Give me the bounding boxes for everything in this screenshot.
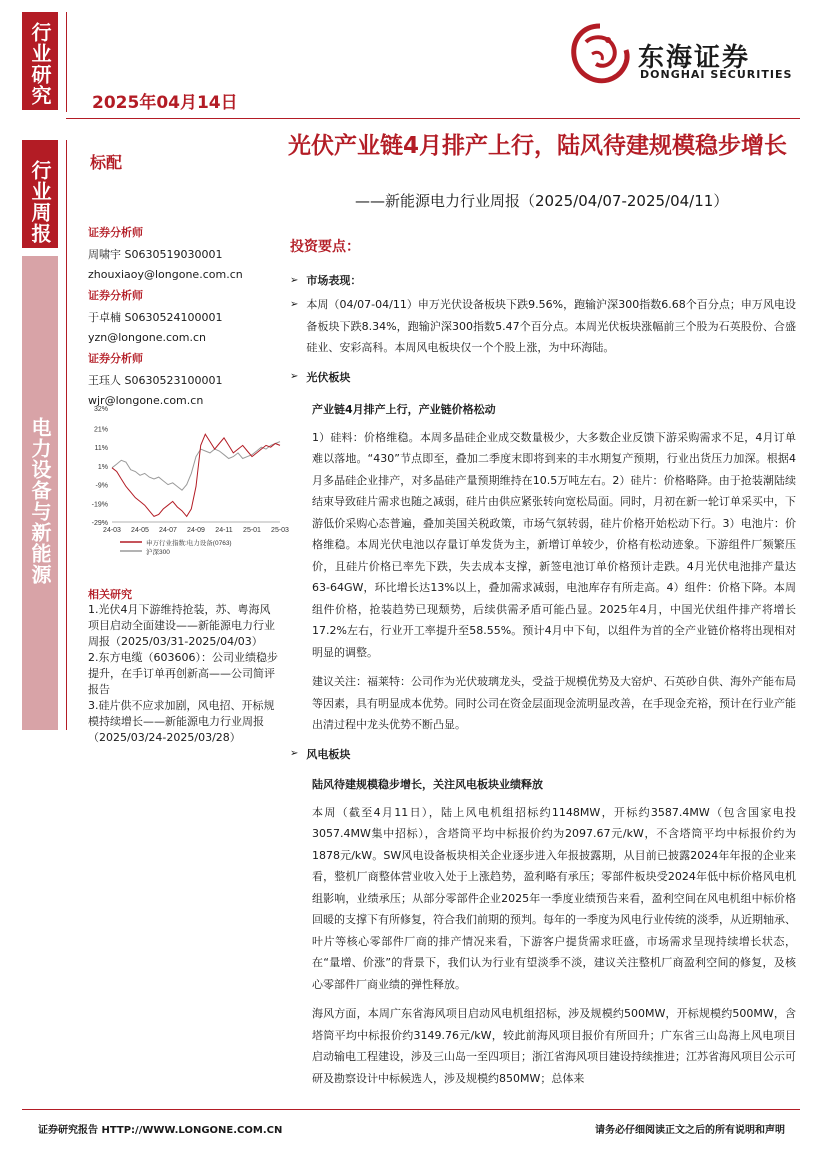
arrow-bullet-icon: ➢ xyxy=(290,299,299,310)
pv-text: 1）硅料：价格维稳。本周多晶硅企业成交数量极少，大多数企业反馈下游采购需求不足，4月订单难以落地。“430”节点即至，叠加二季度末即将到来的丰水期复产预期，行业出货压力加深。根据4月多晶硅企业排产，对多晶硅产量预期维持在10.5万吨左右。2）硅片：价格略降。由于抢装潮陆续结束导致硅片需求也随之减弱，硅片由供应紧张转向宽松局面。同时，月初在新一轮订单采买中，下游低价采购心态普遍，叠加美国关税政策，市场气氛转弱，硅片价格开始松动下行。3）电池片：价格维稳。本周光伏电池以存量订单发货为主，新增订单较少，价格有松动迹象。下游组件厂频繁压价，且硅片价格已率先下跌，失去成本支撑，新签电池订单价格预计走跌。4月光伏电池排产量达63-64GW，环比增长达13%以上，叠加需求减弱，电池库存有所走高。4）组件：价格下降。本周组件价格，抢装趋势已现颓势，后续供需矛盾可能凸显。2025年4月，中国光伏组件排产将增长17.2%左右，行业开工率提升至58.55%。预计4月中下旬，以组件为首的全产业链价格将出现相对明显的调整。 xyxy=(312,430,796,659)
wind-heading: 风电板块 xyxy=(306,747,351,761)
category-band xyxy=(22,12,58,110)
wind-text-1: 本周（截至4月11日），陆上风电机组招标约1148MW，开标约3587.4MW（包含国家电投3057.4MW集中招标），含塔筒平均中标报价约为2097.67元/kW，不含塔筒平均中标报价约为1878元/kW。SW风电设备板块相关企业逐步进入年报披露期，从目前已披露2024年年报的企业来看，整机厂商整体营业收入处于上涨趋势，盈利略有承压；零部件板块受2024年低中标价格风电机组影响，业绩承压；从部分零部件企业2025年一季度业绩预告来看，盈利空间在风电机组中标价格回暖的支撑下有所修复，符合我们前期的预判。每年的一季度为风电行业传统的淡季，从近期轴承、叶片等核心零部件厂商的排产情况来看，下游客户提货需求旺盛，市场需求呈现持续增长状态，在“量增、价涨”的背景下，我们认为行业有望淡季不淡，建议关注整机厂商盈利空间的修复，及核心零部件厂商业绩的弹性释放。 xyxy=(312,805,796,991)
related-research-heading: 相关研究 xyxy=(88,588,132,601)
x-tick-label: 24-05 xyxy=(131,527,149,534)
market-heading-row xyxy=(290,272,796,288)
wind-subheading: 陆风待建规模稳步增长，关注风电板块业绩释放 xyxy=(312,777,543,791)
dragon-emblem-icon xyxy=(564,20,636,92)
header-rule xyxy=(66,118,800,119)
market-heading: 市场表现： xyxy=(306,274,362,287)
industry-label: 电力设备与新能源 xyxy=(28,417,52,585)
analyst-heading: 证券分析师 xyxy=(88,226,143,239)
report-type-band xyxy=(22,140,58,248)
series-line xyxy=(112,434,280,516)
report-subtitle: ——新能源电力行业周报（2025/04/07-2025/04/11） xyxy=(355,192,729,210)
category-label: 行业研究 xyxy=(28,22,52,106)
arrow-bullet-icon: ➢ xyxy=(290,371,299,382)
y-tick-label: 1% xyxy=(97,463,108,471)
key-points-heading: 投资要点： xyxy=(290,239,360,255)
related-item[interactable]: 2.东方电缆（603606）：公司业绩稳步提升，在手订单再创新高——公司简评报告 xyxy=(88,651,278,696)
x-tick-label: 24-11 xyxy=(215,527,233,534)
analyst-block xyxy=(88,224,288,407)
performance-chart xyxy=(86,398,289,568)
y-tick-label: -9% xyxy=(95,482,108,490)
report-title: 光伏产业链4月排产上行，陆风待建规模稳步增长 xyxy=(288,133,788,159)
related-item[interactable]: 1.光伏4月下游维持抢装，苏、粤海风项目启动全面建设——新能源电力行业周报（2025/03/31-2025/04/03） xyxy=(88,603,275,648)
y-tick-label: 21% xyxy=(93,426,108,434)
arrow-bullet-icon: ➢ xyxy=(290,274,299,286)
pv-heading-row xyxy=(290,369,796,385)
analyst-name: 周啸宇 S0630519030001 xyxy=(88,248,223,261)
analyst-email: wjr@longone.com.cn xyxy=(88,394,204,407)
report-date: 2025年04月14日 xyxy=(92,93,238,113)
report-type-label: 行业周报 xyxy=(28,160,52,244)
x-tick-label: 24-09 xyxy=(187,527,205,534)
pv-section xyxy=(312,401,796,736)
legend-label: 申万行业指数:电力设备(0763) xyxy=(146,540,232,547)
analyst-email: zhouxiaoy@longone.com.cn xyxy=(88,268,243,281)
logo-text-en: DONGHAI SECURITIES xyxy=(640,68,793,81)
x-tick-label: 24-07 xyxy=(159,527,177,534)
analyst-email: yzn@longone.com.cn xyxy=(88,331,206,344)
x-tick-label: 25-03 xyxy=(271,527,289,534)
footer-rule xyxy=(22,1109,800,1110)
wind-heading-row xyxy=(290,746,796,762)
analyst-name: 王珏人 S0630523100001 xyxy=(88,374,223,387)
main-body xyxy=(290,272,796,1089)
pv-advice: 建议关注：福莱特：公司作为光伏玻璃龙头，受益于规模优势及大窑炉、石英砂自供、海外产能布局等因素，具有明显成本优势。同时公司在资金层面现金流明显改善，在手现金充裕，预计在行业产能出清过程中龙头优势不断凸显。 xyxy=(312,675,796,731)
arrow-bullet-icon: ➢ xyxy=(290,748,299,759)
industry-rating: 标配 xyxy=(90,153,123,172)
logo-text-cn: 东海证券 xyxy=(638,43,751,73)
footer-website[interactable]: 证券研究报告 HTTP://WWW.LONGONE.COM.CN xyxy=(38,1125,283,1136)
x-tick-label: 24-03 xyxy=(103,527,121,534)
y-tick-label: -19% xyxy=(91,501,108,509)
related-item[interactable]: 3.硅片供不应求加剧，风电招、开标规模持续增长——新能源电力行业周报（2025/03/24-2025/03/28） xyxy=(88,699,275,744)
legend-label: 沪深300 xyxy=(146,549,170,556)
sidebar-vline xyxy=(66,140,67,730)
header-vline xyxy=(66,12,67,112)
industry-band xyxy=(22,256,58,730)
y-tick-label: 11% xyxy=(94,445,108,453)
pv-subheading: 产业链4月排产上行，产业链价格松动 xyxy=(312,402,496,416)
analyst-name: 于卓楠 S0630524100001 xyxy=(88,311,223,324)
x-tick-label: 25-01 xyxy=(243,527,261,534)
analyst-heading: 证券分析师 xyxy=(88,289,143,302)
footer-disclaimer: 请务必仔细阅读正文之后的所有说明和声明 xyxy=(595,1125,785,1136)
analyst-heading: 证券分析师 xyxy=(88,352,143,365)
pv-heading: 光伏板块 xyxy=(306,370,351,384)
wind-section xyxy=(312,776,796,1090)
y-tick-label: 32% xyxy=(93,406,108,413)
y-tick-label: -29% xyxy=(91,520,108,527)
related-research-list xyxy=(88,602,278,746)
wind-text-2: 海风方面，本周广东省海风项目启动风电机组招标，涉及规模约500MW，开标规模约500MW，含塔筒平均中标报价约3149.76元/kW，较此前海风项目报价有所回升；广东省三山岛海上风电项目启动输电工程建设，涉及三山岛一至四项目；浙江省海风项目建设持续推进；江苏省海风项目公示可研及勘察设计中标候选人，涉及规模约850MW；总体来 xyxy=(312,1007,796,1085)
market-text: 本周（04/07-04/11）申万光伏设备板块下跌9.56%，跑输沪深300指数6.68个百分点；申万风电设备板块下跌8.34%，跑输沪深300指数5.47个百分点。本周光伏板块涨幅前三个股为石英股份、合盛硅业、安彩高科。本周风电板块仅一个个股上涨，为中环海陆。 xyxy=(306,298,796,354)
market-row xyxy=(290,294,796,359)
